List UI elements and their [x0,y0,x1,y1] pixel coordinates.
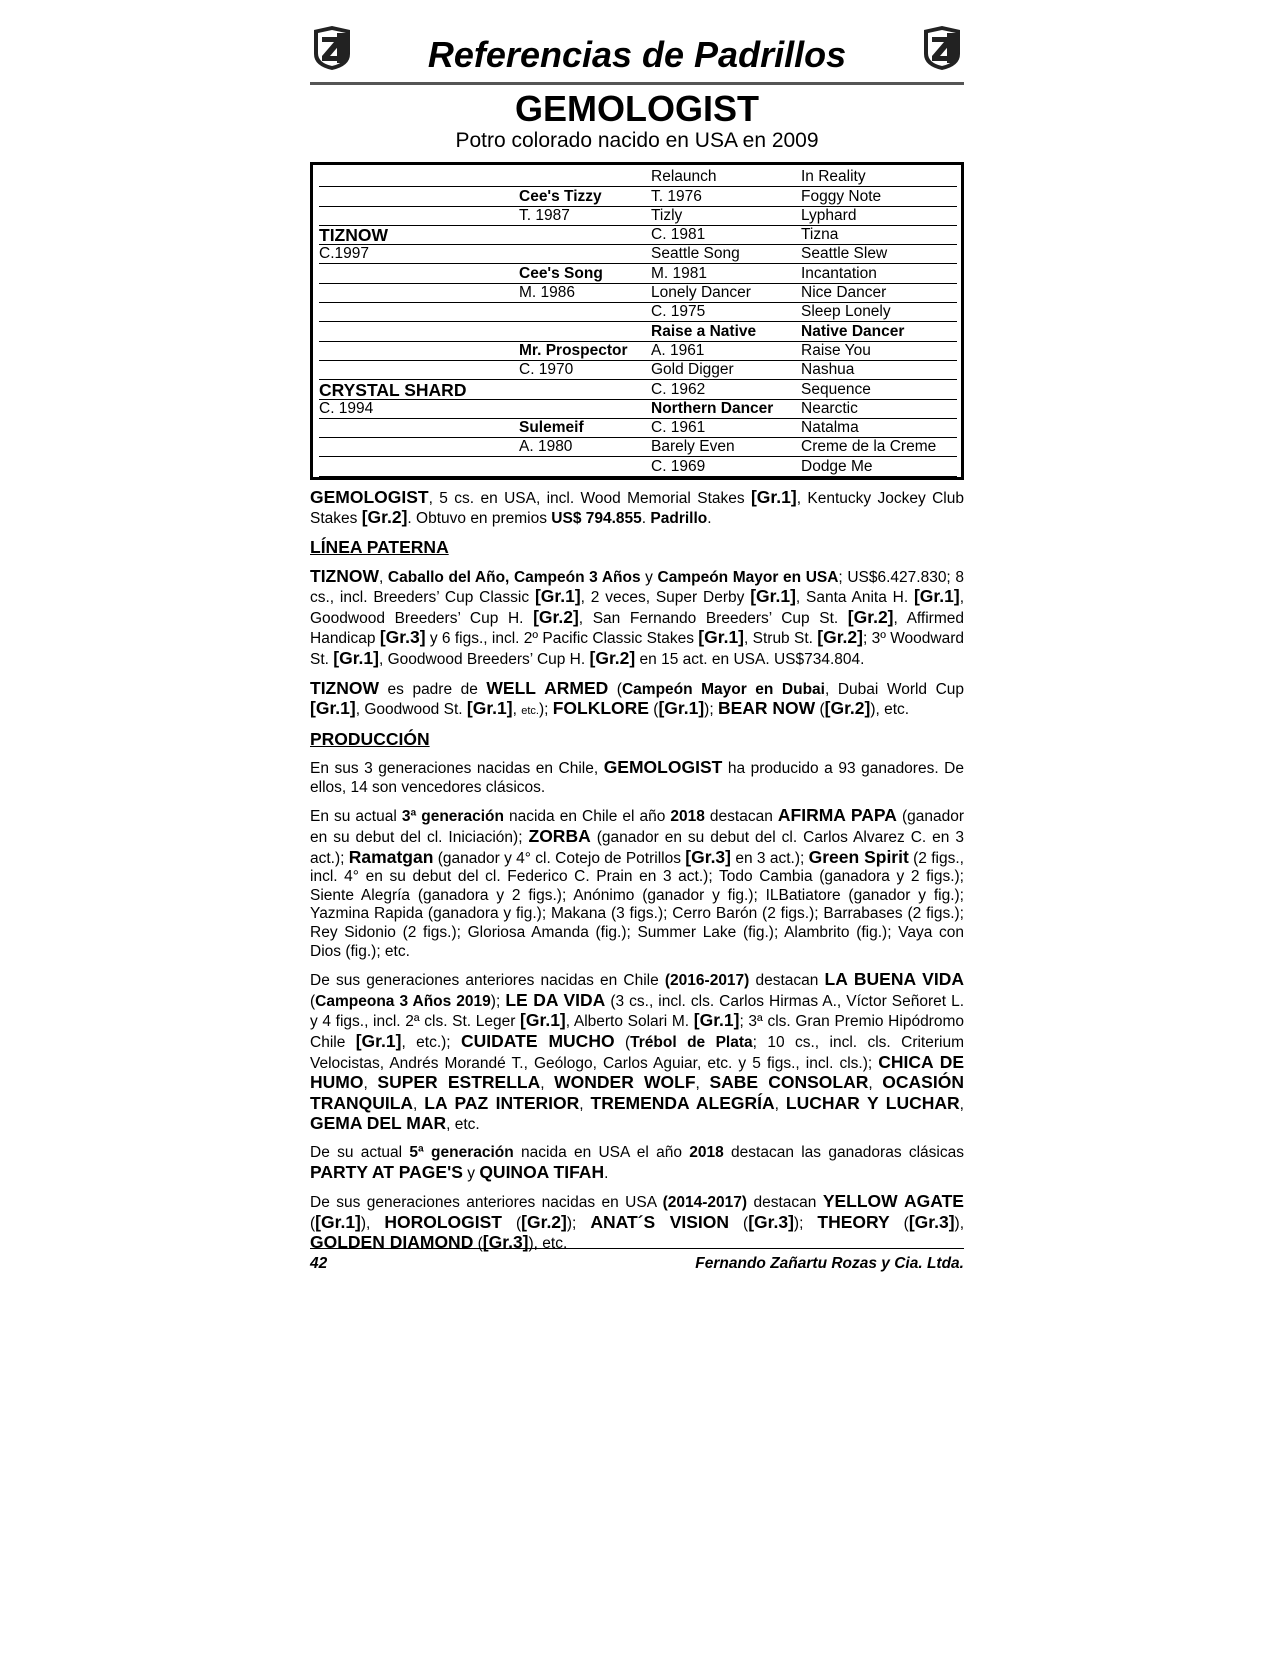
grade-badge: [Gr.3] [748,1211,794,1232]
text: ( [502,1214,522,1232]
pedigree-cell: Nashua [801,360,957,379]
pedigree-cell: Sleep Lonely [801,303,957,322]
text: ), [954,1214,964,1232]
sire-name: TIZNOW [310,565,380,586]
pedigree-cell: C.1997 [319,245,519,264]
horse-name-ref: LA BUENA VIDA [824,969,964,990]
text: ( [608,680,622,698]
pedigree-table [310,162,964,480]
body-text [310,488,964,1254]
grade-badge: [Gr.1] [693,1010,740,1031]
pedigree-cell: Foggy Note [801,187,957,206]
text: , etc.); [401,1034,462,1051]
grade-badge: [Gr.1] [355,1031,402,1051]
pedigree-cell: T. 1976 [651,187,801,206]
text: , etc. [446,1116,480,1134]
horse-name-ref: Green Spirit [808,846,909,867]
grade-badge: [Gr.3] [908,1211,955,1232]
pedigree-cell: C. 1962 [651,380,801,399]
pedigree-cell: Mr. Prospector [519,341,651,360]
pedigree-cell [519,380,651,399]
text: nacida en Chile el año [503,808,671,826]
pedigree-row [319,418,957,437]
pedigree-cell [519,457,651,476]
text: ( [614,1034,631,1051]
years: (2014-2017) [662,1194,748,1212]
pedigree-cell [319,438,519,457]
pedigree-cell: Tizna [801,225,957,244]
text: ( [889,1214,909,1232]
pedigree-cell: C. 1970 [519,360,651,379]
text: , Goodwood St. [355,701,467,719]
award: Campeona 3 Años 2019 [315,992,491,1010]
horse-name-ref: CHICA DE HUMO [310,1051,965,1093]
horse-name-ref: GOLDEN DIAMOND [310,1232,474,1253]
pedigree-cell: Nice Dancer [801,283,957,302]
horse-name-ref: HOROLOGIST [384,1211,502,1232]
pedigree-cell [519,322,651,341]
text: destacan [747,1194,823,1212]
generation: 5ª generación [409,1143,514,1161]
text: ( [648,701,659,719]
award: Campeón Mayor en USA [657,568,839,586]
pedigree-cell: Raise You [801,341,957,360]
pedigree-cell: Cee's Song [519,264,651,283]
horse-name-ref: ANAT´S VISION [590,1211,730,1232]
text: (3 cs., incl. cls. Carlos Hirmas A., Víctor Señoret L. y 4 figs., incl. 2ª cls. St. Leger [310,992,965,1031]
text: , San Fernando Breeders’ Cup St. [578,609,848,627]
status: Padrillo [650,510,708,528]
pedigree-cell: C. 1994 [319,399,519,418]
pedigree-cell: A. 1980 [519,438,651,457]
grade-badge: [Gr.1] [520,1010,566,1031]
award: Campeón Mayor en Dubai [621,680,825,698]
sire-name: TIZNOW [310,677,380,698]
generation: 3ª generación [401,808,504,826]
text: De sus generaciones anteriores nacidas en Chile [310,972,665,990]
text: (ganador en su debut del cl. Carlos Alvarez C. en 3 act.); [310,829,964,867]
horse-name-ref: PARTY AT PAGE'S [310,1161,463,1182]
grade-badge: [Gr.2] [824,698,871,719]
text: ), etc. [870,701,910,719]
text: . [707,510,712,528]
text: . Obtuvo en premios [407,510,552,528]
pedigree-cell: Dodge Me [801,457,957,476]
pedigree-row [319,457,957,476]
grade-badge: [Gr.1] [310,698,356,719]
horse-name-ref: THEORY [817,1211,890,1232]
pedigree-cell [319,303,519,322]
grade-badge: [Gr.1] [534,586,581,607]
text: De sus generaciones anteriores nacidas en USA [310,1194,663,1212]
horse-name-ref: Ramatgan [348,846,434,867]
text: , Affirmed Handicap [310,609,964,648]
pedigree-cell: T. 1987 [519,206,651,225]
pedigree-row [319,380,957,399]
text: ); [490,992,506,1010]
pedigree-cell: C. 1975 [651,303,801,322]
text: ), etc. [528,1235,568,1253]
grade-badge: [Gr.1] [750,486,797,507]
text: nacida en USA el año [513,1143,690,1161]
pedigree-cell [319,360,519,379]
text: , [959,1095,964,1113]
grade-badge: [Gr.3] [379,627,426,648]
pedigree-cell: Raise a Native [651,322,801,341]
page-footer [310,1248,964,1273]
company-name: Fernando Zañartu Rozas y Cia. Ltda. [695,1255,964,1272]
text: En su actual [310,808,402,826]
pedigree-cell [319,322,519,341]
pedigree-row [319,206,957,225]
pedigree-row [319,322,957,341]
pedigree-cell [319,187,519,206]
grade-badge: [Gr.2] [361,507,408,528]
text: (ganador en su debut del cl. Iniciación); [310,808,965,847]
grade-badge: [Gr.1] [315,1211,361,1232]
text: , Strub St. [744,630,818,648]
pedigree-row [319,360,957,379]
text: ( [729,1214,749,1232]
section-heading-paternal: LÍNEA PATERNA [310,536,449,557]
text: , [579,1095,591,1113]
award: Caballo del Año, Campeón 3 Años [387,568,641,586]
pedigree-cell [519,303,651,322]
pedigree-cell: Cee's Tizzy [519,187,651,206]
text: ( [473,1235,483,1253]
production-chile-previous [310,970,964,1135]
text: ha producido a 93 ganadores. De ellos, 14 son vencedores clásicos. [310,760,964,796]
grade-badge: [Gr.1] [333,647,379,668]
production-usa-previous [310,1192,964,1254]
paternal-sire-record [310,567,964,670]
pedigree-cell [319,168,519,187]
grade-badge: [Gr.3] [482,1232,529,1253]
pedigree-row [319,168,957,187]
pedigree-cell: M. 1986 [519,283,651,302]
horse-name-ref: LA PAZ INTERIOR [424,1092,580,1113]
pedigree-cell [519,168,651,187]
text: y [640,568,658,586]
text: ( [310,1214,316,1232]
text: , Goodwood Breeders’ Cup H. [378,650,590,668]
horse-name-ref: CUIDATE MUCHO [461,1031,615,1051]
grade-badge: [Gr.1] [750,586,796,607]
grade-badge: [Gr.2] [817,627,863,648]
pedigree-cell: Sulemeif [519,418,651,437]
pedigree-cell [519,399,651,418]
pedigree-cell: Natalma [801,418,957,437]
text: , [413,1095,425,1113]
pedigree-row [319,341,957,360]
text: etc. [521,705,539,718]
pedigree-row [319,187,957,206]
horse-name-ref: GEMA DEL MAR [310,1113,447,1134]
pedigree-cell [319,264,519,283]
horse-name-ref: WELL ARMED [486,677,609,698]
text: ), [360,1214,385,1232]
pedigree-cell [319,206,519,225]
text: ; 10 cs., incl. cls. Criterium Velocistas, Andrés Morandé T., Geólogo, Carlos Aguiar, etc. y 5 figs., incl. cls.); [310,1034,964,1072]
text: en 3 act.); [731,849,809,867]
text: ( [815,701,825,719]
horse-name-ref: ZORBA [528,826,591,847]
text: en 15 act. en USA. US$734.804. [635,650,865,668]
horse-name-ref: LUCHAR Y LUCHAR [785,1092,960,1113]
text: (2 figs., incl. 4° en su debut del cl. Federico C. Prain en 3 act.); Todo Cambia (ganadora y 2 figs.); Siente Alegría (ganadora y 2 figs.); Anónimo (ganador y fig.); ILBatiatore (ganador y fig.); Yazmina Rapida (ganadora y fig.); Makana (3 figs.); Cerro Barón (2 figs.); Barrabases (2 figs.); Rey Sidonio (2 figs.); Gloriosa Amanda (fig.); Summer Lake (fig.); Alambrito (fig.); Vaya con Dios (fig.); etc. [310,849,964,960]
header-divider [310,82,964,85]
pedigree-row [319,438,957,457]
text: , [774,1095,786,1113]
page-number: 42 [310,1255,328,1272]
text: , [695,1075,710,1093]
horse-name-ref: SABE CONSOLAR [709,1072,869,1093]
text: , [379,568,388,586]
grade-badge: [Gr.2] [589,647,636,668]
pedigree-cell [519,245,651,264]
earnings: US$ 794.855 [551,510,642,528]
text: , 5 cs. en USA, incl. Wood Memorial Stakes [428,489,751,507]
pedigree-cell: Seattle Song [651,245,801,264]
text: es padre de [379,680,487,698]
horse-name-ref: OCASIÓN TRANQUILA [310,1072,964,1113]
text: . [604,1164,609,1182]
grade-badge: [Gr.2] [521,1211,567,1232]
text: , Alberto Solari M. [565,1013,694,1031]
horse-name-ref: GEMOLOGIST [310,486,429,507]
text: En sus 3 generaciones nacidas en Chile, [310,760,604,778]
pedigree-cell: Relaunch [651,168,801,187]
pedigree-cell [319,457,519,476]
pedigree-cell: C. 1981 [651,225,801,244]
grade-badge: [Gr.2] [533,606,579,627]
horse-name-ref: TREMENDA ALEGRÍA [590,1092,775,1113]
horse-name: GEMOLOGIST [514,88,759,129]
text: , 2 veces, Super Derby [580,589,751,607]
pedigree-cell: Gold Digger [651,360,801,379]
text: y [462,1164,480,1182]
fz-logo-icon [920,24,964,72]
horse-name-ref: BEAR NOW [717,698,816,719]
text: ; 3ª cls. Gran Premio Hipódromo Chile [310,1013,964,1051]
text: (ganador y 4° cl. Cotejo de Potrillos [433,849,686,867]
text: ); [793,1214,818,1232]
horse-name-ref: SUPER ESTRELLA [377,1072,541,1093]
pedigree-row [319,245,957,264]
pedigree-cell: C. 1961 [651,418,801,437]
pedigree-cell [519,225,651,244]
pedigree-cell [319,418,519,437]
grade-badge: [Gr.1] [698,627,745,648]
pedigree-cell: In Reality [801,168,957,187]
pedigree-cell: Tizly [651,206,801,225]
grade-badge: [Gr.1] [913,586,960,607]
race-record [310,488,964,529]
pedigree-cell: Native Dancer [801,322,957,341]
pedigree-cell: A. 1961 [651,341,801,360]
pedigree-cell: M. 1981 [651,264,801,283]
production-usa-current [310,1144,964,1183]
award: Trébol de Plata [630,1034,753,1051]
pedigree-grid [319,168,957,477]
text: , [868,1075,883,1093]
horse-name-ref: LE DA VIDA [505,989,606,1010]
text: ); [566,1214,591,1232]
text: ; 3º Woodward St. [310,630,965,668]
pedigree-cell: Nearctic [801,399,957,418]
pedigree-row [319,399,957,418]
text: , [540,1075,555,1093]
pedigree-cell: Sequence [801,380,957,399]
text: ; US$6.427.830; 8 cs., incl. Breeders’ Cup Classic [310,568,964,607]
pedigree-cell: TIZNOW [319,225,519,244]
years: (2016-2017) [664,972,750,990]
text: destacan las ganadoras clásicas [723,1143,964,1161]
horse-subtitle: Potro colorado nacido en USA en 2009 [455,129,819,152]
text: ); [538,701,553,719]
text: destacan [749,972,825,990]
grade-badge: [Gr.2] [847,606,894,627]
year: 2018 [670,808,705,826]
pedigree-row [319,264,957,283]
text: destacan [704,808,778,826]
pedigree-cell: C. 1969 [651,457,801,476]
grade-badge: [Gr.1] [466,698,513,719]
horse-name-ref: FOLKLORE [552,698,649,719]
text: , Santa Anita H. [795,589,914,607]
horse-name-ref: YELLOW AGATE [822,1191,964,1212]
text: , Goodwood Breeders’ Cup H. [310,589,965,627]
text: , Dubai World Cup [824,680,965,698]
horse-name-ref: WONDER WOLF [554,1072,696,1093]
text: y 6 figs., incl. 2º Pacific Classic Stakes [425,630,699,648]
text: ); [704,701,718,719]
text: , Kentucky Jockey Club Stakes [310,489,964,528]
grade-badge: [Gr.3] [685,846,731,867]
production-chile-current [310,806,964,961]
text: De su actual [310,1143,410,1161]
pedigree-cell: Northern Dancer [651,399,801,418]
pedigree-cell: Lonely Dancer [651,283,801,302]
text: , [363,1075,378,1093]
horse-name-ref: GEMOLOGIST [603,757,723,778]
pedigree-cell: Incantation [801,264,957,283]
text: , [512,701,522,719]
pedigree-row [319,303,957,322]
production-summary [310,758,964,797]
section-heading-production: PRODUCCIÓN [310,728,430,749]
pedigree-row [319,283,957,302]
pedigree-cell [319,283,519,302]
pedigree-cell: Creme de la Creme [801,438,957,457]
pedigree-cell [319,341,519,360]
pedigree-cell: Seattle Slew [801,245,957,264]
page [310,22,964,1263]
pedigree-cell: Barely Even [651,438,801,457]
pedigree-cell: CRYSTAL SHARD [319,380,519,399]
paternal-offspring [310,679,964,721]
pedigree-row [319,225,957,244]
text: . [641,510,651,528]
page-header [310,22,964,84]
year: 2018 [689,1143,724,1161]
header-title: Referencias de Padrillos [427,34,847,75]
pedigree-cell: Lyphard [801,206,957,225]
grade-badge: [Gr.1] [658,698,705,719]
horse-name-ref: QUINOA TIFAH [479,1161,605,1182]
horse-name-ref: AFIRMA PAPA [777,805,897,826]
text: ( [310,992,316,1010]
